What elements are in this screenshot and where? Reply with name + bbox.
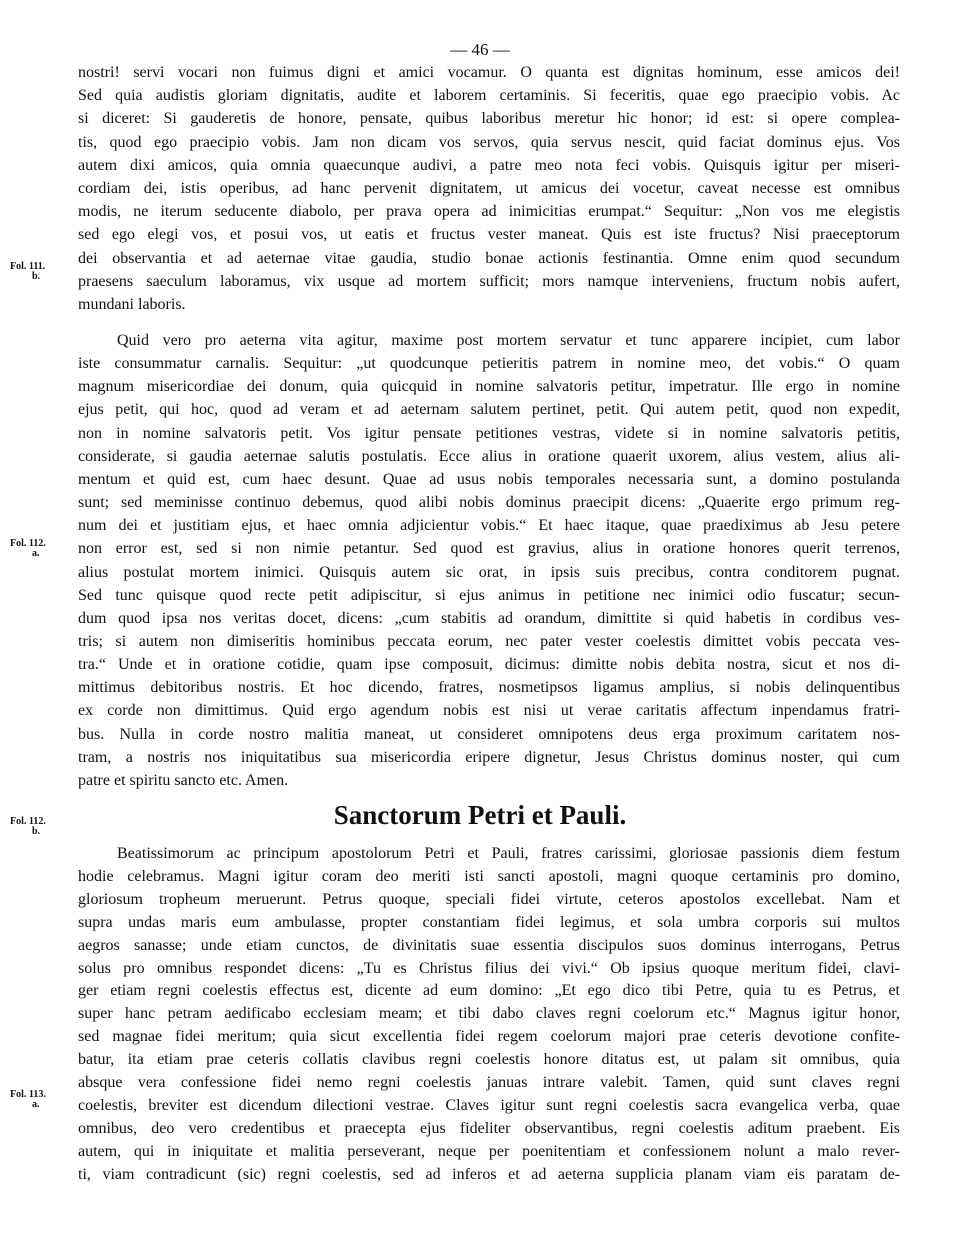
text-line: tis, quod ego praecipio vobis. Jam non dicam vos servos, quia servus nescit, quid faciat dominus ejus. Vos [78, 133, 900, 151]
section-heading: Sanctorum Petri et Pauli. [333, 800, 627, 830]
margin-note-2 [10, 539, 70, 559]
text-line: hodie celebramus. Magni igitur coram deo meriti isti sancti apostoli, magni quoque certaminis pro domino, [78, 867, 900, 885]
text-line: magnum misericordiae dei donum, quia quicquid in nomine salvatoris petitur, impetratur. Ille ergo in nomine [78, 378, 900, 396]
text-line: autem dixi amicos, quia omnia quaecunque audivi, a patre meo nota feci vobis. Quisquis igitur per miseri- [78, 156, 900, 174]
text-line: Sed quia audistis gloriam dignitatis, audite et laborem certaminis. Si feceritis, quae ego praecipio vobis. Ac [78, 87, 900, 105]
text-line: patre et spiritu sancto etc. Amen. [78, 771, 289, 789]
text-line: cordiam dei, istis operibus, ad hanc pervenit dignitatem, ut amicus dei vocetur, caveat necesse est omnibus [78, 180, 900, 197]
text-line: ti, viam contradicunt (sic) regni coelestis, sed ad inferos et ad aeterna supplicia planam viam eis paratam de- [78, 1165, 900, 1183]
text-line: ger etiam regni coelestis effectus est, dicente ad eum domino: „Et ego dico tibi Petre, quia tu es Petrus, et [78, 982, 900, 1000]
text-line: supra undas maris eum ambulasse, propter constantiam fidei legimus, et sola umbra corporis sui multos [78, 913, 900, 931]
margin-note-4 [10, 1090, 70, 1110]
text-line: considerate, si gaudia aeternae salutis postulatis. Ecce alius in oratione quaerit uxorem, alius vestem, alius ali- [78, 447, 900, 465]
text-line: mentum et quid est, cum haec desunt. Quae ad usus nobis temporales necessaria sunt, a domino postulanda [78, 470, 900, 488]
margin-note-folio: Fol. 111. [10, 261, 46, 272]
margin-note-folio: Fol. 112. [10, 816, 46, 827]
text-line: si diceret: Si gauderetis de honore, pensate, quibus laboribus meretur hic honor; id est: si opere complea- [78, 110, 900, 128]
text-line: tris; si autem non dimiseritis hominibus peccata eorum, nec pater vester coelestis dimittet vobis peccata ves- [78, 632, 900, 650]
text-line: super hanc petram aedificabo ecclesiam meam; et tibi dabo claves regni coelorum etc.“ Magnus igitur honor, [78, 1005, 900, 1023]
text-line: iste consummatur carnalis. Sequitur: „ut quodcunque petieritis patrem in nomine meo, det vobis.“ O quam [78, 355, 900, 373]
text-line: alius postulat mortem inimici. Quisquis autem sic orat, in ipsis suis precibus, contra conditorem pugnat. [78, 563, 900, 581]
text-line: autem, qui in iniquitate et malitia perseverant, neque per poenitentiam et confessionem nolunt a malo rever- [78, 1142, 900, 1160]
text-line: batur, ita etiam prae ceteris collatis clavibus regni coelestis honore ditatus est, ut palam sit omnibus, quia [78, 1051, 900, 1069]
text-line: Sed tunc quisque quod recte petit adipiscitur, si ejus animus in petitione nec inimici odio fuscatur; secun- [78, 586, 900, 604]
margin-note-side: a. [32, 1099, 40, 1110]
text-line: ejus petit, qui hoc, quod ad veram et ad aeternam salutem pertinet, petit. Qui autem petit, quod non expedit, [78, 401, 900, 419]
margin-note-side: b. [32, 271, 41, 282]
text-line: Quid vero pro aeterna vita agitur, maxime post mortem servatur et tunc apparere incipiet, cum labor [117, 332, 900, 349]
text-line: sed magnae fidei meritum; quia sicut excellentia fidei regem coelorum majori prae ceteris devotione confite- [78, 1028, 900, 1046]
text-line: nostri! servi vocari non fuimus digni et amici vocamur. O quanta est dignitas hominum, esse amicos dei! [78, 64, 900, 81]
text-line: aegros sanasse; unde etiam cunctos, de divinitatis suae essentia discipulos suos dominus interrogans, Petrus [78, 936, 900, 954]
text-line: bus. Nulla in corde nostro malitia maneat, ut consideret omnipotens deus erga proximum caritatem nos- [78, 725, 900, 743]
text-line: gloriosum tropheum meruerunt. Petrus quoque, speciali fidei virtute, ceteros apostolos excellebat. Nam et [78, 890, 900, 908]
text-line: omnibus, deo vero credentibus et praecepta ejus fideliter observantibus, regni coelestis aditum praebent. Eis [78, 1119, 900, 1137]
text-line: dei observantia et ad aeternae vitae gaudia, studio bonae actionis festinantia. Omne enim quod secundum [78, 249, 900, 267]
text-line: dum quod ipsa nos veritas docet, dicens: „cum stabitis ad orandum, dimittite si quid habetis in cordibus ves- [78, 609, 900, 627]
margin-note-folio: Fol. 112. [10, 538, 46, 549]
margin-note-1 [10, 262, 70, 282]
text-line: sunt; sed meminisse continuo debemus, quod alibi nobis dominus praecipit dicens: „Quaerite ergo primum reg- [78, 494, 900, 512]
text-line: non error est, sed si non nimie petantur. Sed quod est gravius, alius in oratione honores querit terrenos, [78, 540, 900, 558]
text-line: modis, ne iterum seducente diabolo, per prava opera ad inimicitias erumpat.“ Sequitur: „Non vos me elegistis [78, 203, 900, 221]
text-line: tra.“ Unde et in oratione cotidie, quam ipse composuit, dicimus: dimitte nobis debita nostra, sicut et nos di- [78, 656, 900, 674]
text-line: non in nomine salvatoris petit. Vos igitur pensate petitiones vestras, videte si in nomine salvatoris petitis, [78, 424, 900, 442]
margin-note-side: a. [32, 548, 40, 559]
text-line: tram, a nostris nos iniquitatibus sua misericordia eripere dignetur, Jesus Christus dominus noster, qui cum [78, 748, 900, 766]
text-line: mundani laboris. [78, 296, 186, 313]
text-line: sed ego elegi vos, et posui vos, ut eatis et fructus vester maneat. Quis est iste fructus? Nisi praeceptorum [78, 226, 900, 244]
text-line: solus pro omnibus respondet dicens: „Tu es Christus filius dei vivi.“ Ob ipsius quoque meritum fidei, clavi- [78, 959, 900, 977]
margin-note-3 [10, 817, 70, 837]
text-line: mittimus debitoribus nostris. Et hoc dicendo, fratres, nosmetipsos ligamus amplius, si nobis delinquentibus [78, 679, 900, 697]
text-line: praesens saeculum laboramus, vix usque ad mortem sufficit; mors namque interveniens, fructum nobis aufert, [78, 272, 900, 290]
text-line: ex corde non dimittimus. Quid ergo agendum nobis est nisi ut verae caritatis affectum inpendamus fratri- [78, 702, 900, 720]
text-line: num dei et justitiam ejus, et haec omnia adjicientur vobis.“ Et haec itaque, quae praediximus ab Jesu petere [78, 517, 900, 535]
margin-note-folio: Fol. 113. [10, 1089, 46, 1100]
margin-note-side: b. [32, 826, 41, 837]
text-line: coelestis, breviter est dicendum dilectioni vestrae. Claves igitur sunt regni coelestis sacra evangelica verba, quae [78, 1096, 900, 1114]
text-line: absque vera confessione fidei nemo regni coelestis januas intrare valebit. Tamen, quid sunt claves regni [78, 1074, 900, 1091]
text-line: Beatissimorum ac principum apostolorum Petri et Pauli, fratres carissimi, gloriosae passionis diem festum [117, 845, 900, 862]
page-number: — 46 — [450, 40, 510, 59]
